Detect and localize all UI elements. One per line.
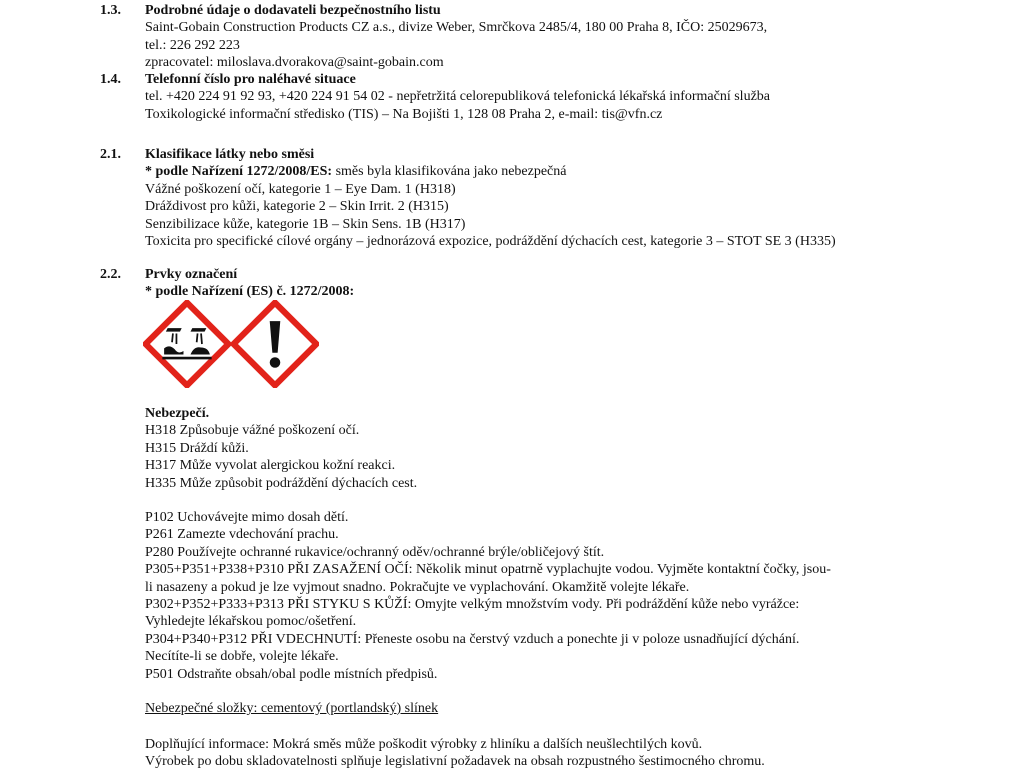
supplementary-line: Výrobek po dobu skladovatelnosti splňuje legislativní požadavek na obsah rozpustného šestimocného chromu. xyxy=(145,754,765,770)
h-statement: H315 Dráždí kůži. xyxy=(145,440,249,456)
section-1-4 xyxy=(145,71,905,123)
p-statement: P305+P351+P338+P310 PŘI ZASAŽENÍ OČÍ: Několik minut opatrně vyplachujte vodou. Vyjměte kontaktní čočky, jsou- xyxy=(145,562,831,578)
section-2-2-number: 2.2. xyxy=(100,267,121,282)
classification-item: Dráždivost pro kůži, kategorie 2 – Skin Irrit. 2 (H315) xyxy=(145,199,449,215)
p-statement: P302+P352+P333+P313 PŘI STYKU S KŮŽÍ: Omyjte velkým množstvím vody. Při podráždění kůže nebo vyrážce: xyxy=(145,597,800,613)
p-statement: li nasazeny a pokud je lze vyjmout snadno. Pokračujte ve vyplachování. Okamžitě volejte lékaře. xyxy=(145,579,690,595)
p-statement: P501 Odstraňte obsah/obal podle místních předpisů. xyxy=(145,666,438,682)
emergency-phone-line: tel. +420 224 91 92 93, +420 224 91 54 02 - nepřetržitá celorepubliková telefonická lékařská informační služba xyxy=(145,89,770,105)
section-2-1-title: Klasifikace látky nebo směsi xyxy=(145,147,315,162)
regulation-line xyxy=(145,163,905,180)
classification-item: Senzibilizace kůže, kategorie 1B – Skin Sens. 1B (H317) xyxy=(145,216,466,232)
exclamation-mark-icon xyxy=(231,300,319,388)
hazardous-components-line: Nebezpečné složky: cementový (portlandský) slínek xyxy=(145,701,439,716)
section-1-4-number: 1.4. xyxy=(100,72,121,87)
p-statement: P261 Zamezte vdechování prachu. xyxy=(145,527,339,543)
supplier-line: Saint-Gobain Construction Products CZ a.s., divize Weber, Smrčkova 2485/4, 180 00 Praha 8, IČO: 25029673, xyxy=(145,20,768,36)
h-statement: H317 Může vyvolat alergickou kožní reakci. xyxy=(145,458,396,474)
hazardous-components xyxy=(145,700,905,717)
supplementary-information xyxy=(145,736,905,771)
precautionary-statements xyxy=(145,509,905,683)
supplementary-line: Doplňující informace: Mokrá směs může poškodit výrobky z hliníku a dalších neušlechtilých kovů. xyxy=(145,737,703,752)
supplier-phone: tel.: 226 292 223 xyxy=(145,37,240,53)
h-statement: H318 Způsobuje vážné poškození očí. xyxy=(145,423,360,439)
signal-word: Nebezpečí. xyxy=(145,406,210,421)
section-2-2-title: Prvky označení xyxy=(145,267,238,282)
p-statement: P280 Používejte ochranné rukavice/ochranný oděv/ochranné brýle/obličejový štít. xyxy=(145,544,605,560)
section-1-3 xyxy=(145,2,905,72)
p-statement: Necítíte-li se dobře, volejte lékaře. xyxy=(145,649,339,665)
section-1-3-title: Podrobné údaje o dodavateli bezpečnostního listu xyxy=(145,3,441,18)
p-statement: Vyhledejte lékařskou pomoc/ošetření. xyxy=(145,614,357,630)
tis-line: Toxikologické informační středisko (TIS) – Na Bojišti 1, 128 08 Praha 2, e-mail: tis@vfn.cz xyxy=(145,106,663,122)
section-1-4-title: Telefonní číslo pro naléhavé situace xyxy=(145,72,356,87)
section-1-3-number: 1.3. xyxy=(100,3,121,18)
labelling-regulation: * podle Nařízení (ES) č. 1272/2008: xyxy=(145,284,355,300)
section-2-1-number: 2.1. xyxy=(100,147,121,162)
classification-item: Vážné poškození očí, kategorie 1 – Eye Dam. 1 (H318) xyxy=(145,181,456,197)
processor-email: zpracovatel: miloslava.dvorakova@saint-gobain.com xyxy=(145,55,444,71)
section-2-1 xyxy=(145,146,905,250)
corrosion-icon xyxy=(143,300,231,388)
p-statement: P304+P340+P312 PŘI VDECHNUTÍ: Přeneste osobu na čerstvý vzduch a ponechte ji v poloze usnadňující dýchání. xyxy=(145,631,800,647)
regulation-text: směs byla klasifikována jako nebezpečná xyxy=(332,164,567,180)
section-2-2-header xyxy=(145,266,905,301)
p-statement: P102 Uchovávejte mimo dosah dětí. xyxy=(145,510,349,525)
regulation-ref: * podle Nařízení 1272/2008/ES: xyxy=(145,164,333,180)
ghs-pictograms xyxy=(143,300,323,390)
h-statement: H335 Může způsobit podráždění dýchacích cest. xyxy=(145,475,418,491)
classification-item: Toxicita pro specifické cílové orgány – jednorázová expozice, podráždění dýchacích cest, kategorie 3 – STOT SE 3 (H335) xyxy=(145,234,836,250)
signal-and-hazard-statements xyxy=(145,405,905,492)
